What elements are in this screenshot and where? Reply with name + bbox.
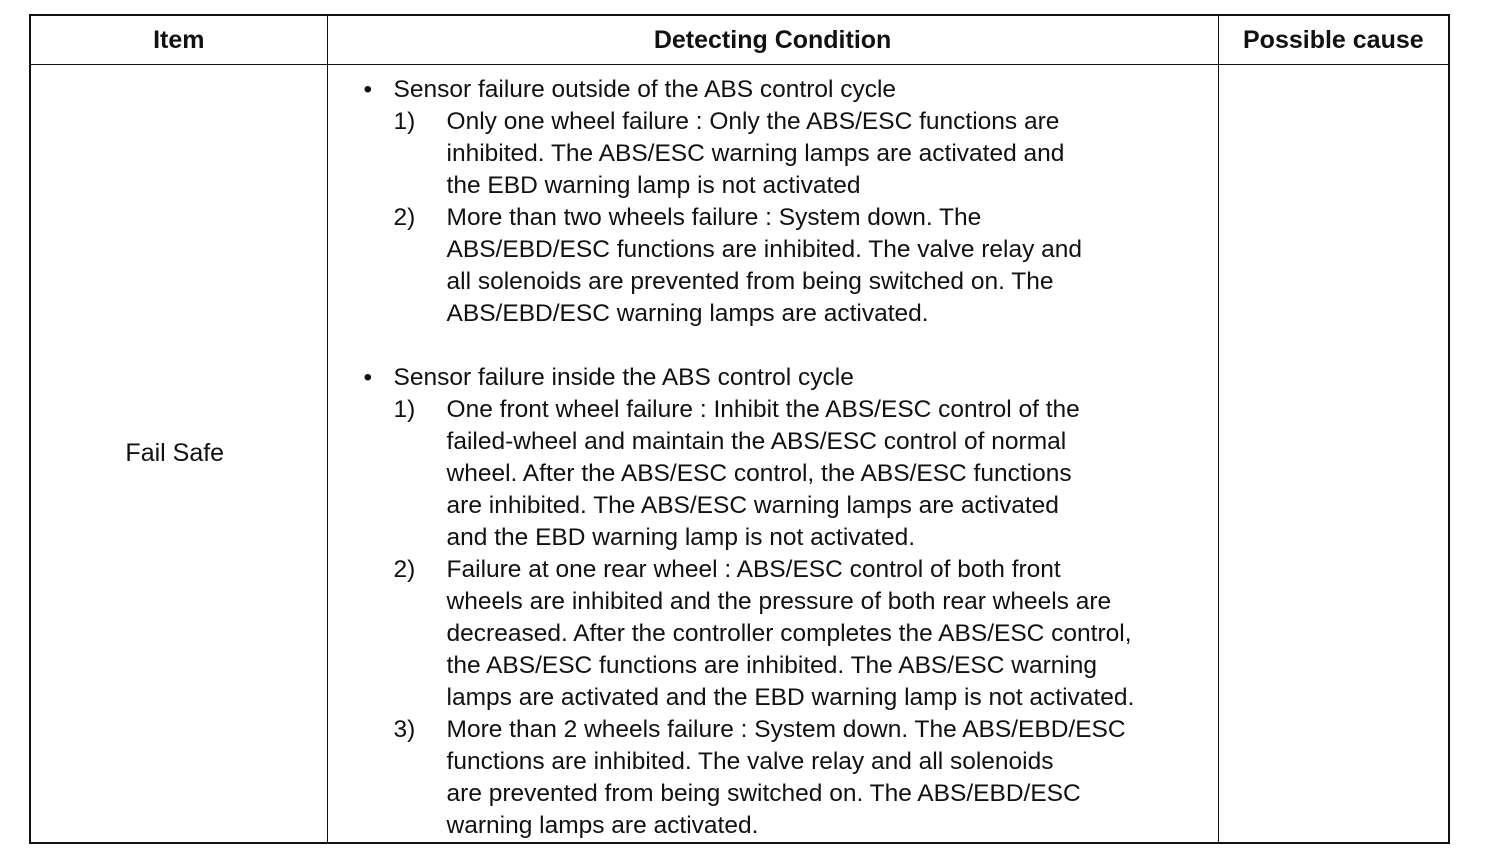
- condition-list: [364, 394, 1218, 842]
- list-item: [364, 106, 1218, 202]
- bullet-icon: •: [363, 76, 373, 103]
- bullet-icon: •: [363, 364, 373, 391]
- list-item-text-line: are prevented from being switched on. The ABS/EBD/ESC: [446, 780, 1081, 807]
- list-item-number: 1): [393, 108, 416, 135]
- list-item-text-line: inhibited. The ABS/ESC warning lamps are activated and: [446, 140, 1065, 167]
- header-possible-cause: Possible cause: [1218, 15, 1449, 65]
- header-detecting-condition: Detecting Condition: [327, 15, 1218, 65]
- list-item-text-line: wheel. After the ABS/ESC control, the ABS/ESC functions: [446, 460, 1072, 487]
- list-item-text-line: are inhibited. The ABS/ESC warning lamps are activated: [446, 492, 1059, 519]
- table-row: [30, 65, 1449, 844]
- list-item-number: 2): [393, 204, 416, 231]
- item-label: Fail Safe: [125, 439, 225, 467]
- item-cell: [30, 65, 327, 844]
- section-heading: [364, 74, 1218, 106]
- list-item-number: 1): [393, 396, 416, 423]
- condition-section: [364, 74, 1218, 330]
- list-item-text-line: lamps are activated and the EBD warning lamp is not activated.: [446, 684, 1135, 711]
- list-item-text-line: Failure at one rear wheel : ABS/ESC control of both front: [446, 556, 1061, 583]
- list-item-text-line: ABS/EBD/ESC functions are inhibited. The valve relay and: [446, 236, 1083, 263]
- possible-cause-cell: [1218, 65, 1449, 844]
- list-item-text-line: the EBD warning lamp is not activated: [446, 172, 861, 199]
- diagnostic-table: [29, 14, 1450, 844]
- list-item-number: 3): [393, 716, 416, 743]
- list-item-text-line: wheels are inhibited and the pressure of both rear wheels are: [446, 588, 1112, 615]
- section-title: Sensor failure inside the ABS control cycle: [393, 364, 854, 391]
- section-heading: [364, 362, 1218, 394]
- list-item-text-line: ABS/EBD/ESC warning lamps are activated.: [446, 300, 929, 327]
- list-item-text-line: failed-wheel and maintain the ABS/ESC control of normal: [446, 428, 1067, 455]
- section-title: Sensor failure outside of the ABS control cycle: [393, 76, 897, 103]
- list-item-text-line: warning lamps are activated.: [446, 812, 759, 839]
- list-item-text-line: and the EBD warning lamp is not activated.: [446, 524, 916, 551]
- list-item-text-line: decreased. After the controller completes the ABS/ESC control,: [446, 620, 1132, 647]
- list-item-text-line: More than 2 wheels failure : System down. The ABS/EBD/ESC: [446, 716, 1126, 743]
- condition-content: [328, 65, 1218, 842]
- list-item: [364, 394, 1218, 554]
- list-item: [364, 554, 1218, 714]
- list-item-text-line: Only one wheel failure : Only the ABS/ESC functions are: [446, 108, 1060, 135]
- detecting-condition-cell: [327, 65, 1218, 844]
- condition-section: [364, 362, 1218, 842]
- condition-list: [364, 106, 1218, 330]
- list-item: [364, 202, 1218, 330]
- list-item-text-line: all solenoids are prevented from being switched on. The: [446, 268, 1054, 295]
- list-item-text-line: functions are inhibited. The valve relay and all solenoids: [446, 748, 1054, 775]
- list-item-number: 2): [393, 556, 416, 583]
- list-item: [364, 714, 1218, 842]
- list-item-text-line: One front wheel failure : Inhibit the ABS/ESC control of the: [446, 396, 1080, 423]
- list-item-text-line: More than two wheels failure : System down. The: [446, 204, 982, 231]
- section-spacer: [364, 330, 1218, 362]
- header-item: Item: [30, 15, 327, 65]
- table-header-row: [30, 15, 1449, 65]
- list-item-text-line: the ABS/ESC functions are inhibited. The ABS/ESC warning: [446, 652, 1098, 679]
